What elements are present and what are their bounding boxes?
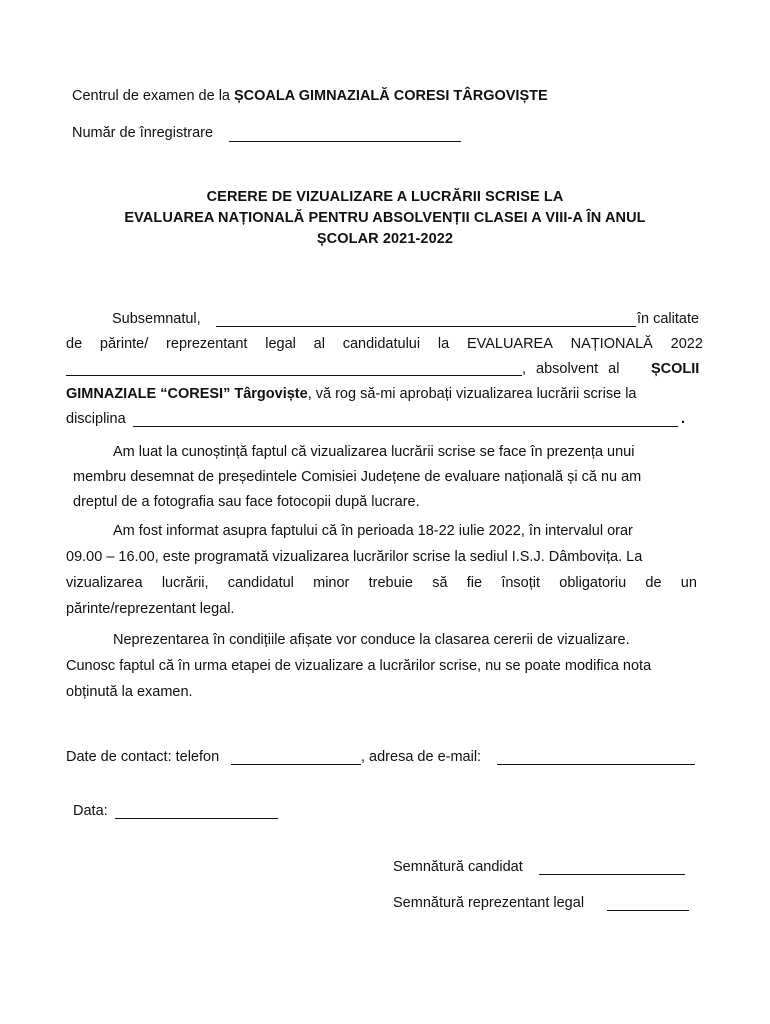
request-line-2-word: al xyxy=(313,336,325,352)
representative-signature-label: Semnătură reprezentant legal xyxy=(393,895,585,911)
paragraph-2-line-3-word: obligatoriu xyxy=(559,575,627,591)
paragraph-1-line-3: dreptul de a fotografia sau face fotocopii după lucrare. xyxy=(73,494,420,510)
paragraph-2-line-3-word: trebuie xyxy=(368,575,413,591)
disciplina-label: disciplina xyxy=(66,411,126,427)
paragraph-2-line-3-word: lucrării, xyxy=(161,575,209,591)
name-field[interactable] xyxy=(216,326,636,327)
paragraph-2-line-3-word: însoțit xyxy=(501,575,541,591)
paragraph-2-line-4: părinte/reprezentant legal. xyxy=(66,601,235,617)
telefon-label: Date de contact: telefon xyxy=(66,749,220,765)
subsemnatul-label: Subsemnatul, xyxy=(112,311,201,327)
request-line-4 xyxy=(66,386,637,402)
request-approval-text: , vă rog să-mi aprobați vizualizarea lucrării scrise la xyxy=(307,386,637,402)
absolvent-al-label: , absolvent al xyxy=(522,361,620,377)
paragraph-1-line-2: membru desemnat de președintele Comisiei Județene de evaluare națională și că nu am xyxy=(73,469,642,485)
request-line-2-word: 2022 xyxy=(670,336,703,352)
registration-number-field[interactable] xyxy=(229,141,461,142)
paragraph-2-line-3-word: un xyxy=(680,575,697,591)
exam-center-line xyxy=(72,88,548,104)
data-label: Data: xyxy=(73,803,108,819)
document-title-line3: ȘCOLAR 2021-2022 xyxy=(316,231,454,247)
scolii-label: ȘCOLII xyxy=(651,361,700,377)
email-field[interactable] xyxy=(497,764,695,765)
telefon-field[interactable] xyxy=(231,764,361,765)
paragraph-3-line-3: obținută la examen. xyxy=(66,684,193,700)
disciplina-field[interactable] xyxy=(133,426,678,427)
paragraph-3-line-2: Cunosc faptul că în urma etapei de vizualizare a lucrărilor scrise, nu se poate modifica nota xyxy=(66,658,652,674)
candidate-signature-field[interactable] xyxy=(539,874,685,875)
exam-center-school: ȘCOALA GIMNAZIALĂ CORESI TÂRGOVIȘTE xyxy=(234,88,548,104)
in-calitate-label: în calitate xyxy=(637,311,700,327)
request-line-2-word: EVALUAREA xyxy=(466,336,553,352)
paragraph-2-line-2: 09.00 – 16.00, este programată vizualizarea lucrărilor scrise la sediul I.S.J. Dâmbovița. La xyxy=(66,549,643,565)
candidate-name-field[interactable] xyxy=(66,375,522,376)
paragraph-2-line-3-word: minor xyxy=(313,575,350,591)
paragraph-2-line-3-word: să xyxy=(432,575,448,591)
paragraph-2-line-3-word: fie xyxy=(466,575,483,591)
email-label: , adresa de e-mail: xyxy=(361,749,482,765)
request-line-2-word: de xyxy=(66,336,83,352)
request-line-2-word: legal xyxy=(265,336,296,352)
representative-signature-field[interactable] xyxy=(607,910,689,911)
paragraph-2-line-3-word: de xyxy=(645,575,662,591)
paragraph-2-line-3-word: vizualizarea xyxy=(66,575,143,591)
registration-number-label: Număr de înregistrare xyxy=(72,125,214,141)
request-line-2-word: NAȚIONALĂ xyxy=(570,336,653,352)
document-title-line1: CERERE DE VIZUALIZARE A LUCRĂRII SCRISE LA xyxy=(206,189,564,205)
paragraph-3-line-1: Neprezentarea în condițiile afișate vor conduce la clasarea cererii de vizualizare. xyxy=(113,632,630,648)
school-name: GIMNAZIALE “CORESI” Târgoviște xyxy=(66,386,308,402)
request-line-2-word: candidatului xyxy=(342,336,421,352)
paragraph-2-line-3-word: candidatul xyxy=(227,575,294,591)
request-line-2-word: reprezentant xyxy=(166,336,248,352)
exam-center-label: Centrul de examen de la xyxy=(72,88,235,104)
request-line-2-word: părinte/ xyxy=(99,336,149,352)
request-line-2-word: la xyxy=(437,336,450,352)
request-line-2 xyxy=(66,336,703,352)
paragraph-1-line-1: Am luat la cunoștință faptul că vizualizarea lucrării scrise se face în prezența unui xyxy=(113,444,635,460)
paragraph-2-line-1: Am fost informat asupra faptului că în perioada 18-22 iulie 2022, în intervalul orar xyxy=(113,523,633,539)
paragraph-2-line-3 xyxy=(66,575,697,591)
document-title-line2: EVALUAREA NAȚIONALĂ PENTRU ABSOLVENȚII CLASEI A VIII-A ÎN ANUL xyxy=(124,210,646,226)
data-field[interactable] xyxy=(115,818,278,819)
disciplina-period: . xyxy=(681,411,686,427)
candidate-signature-label: Semnătură candidat xyxy=(393,859,523,875)
